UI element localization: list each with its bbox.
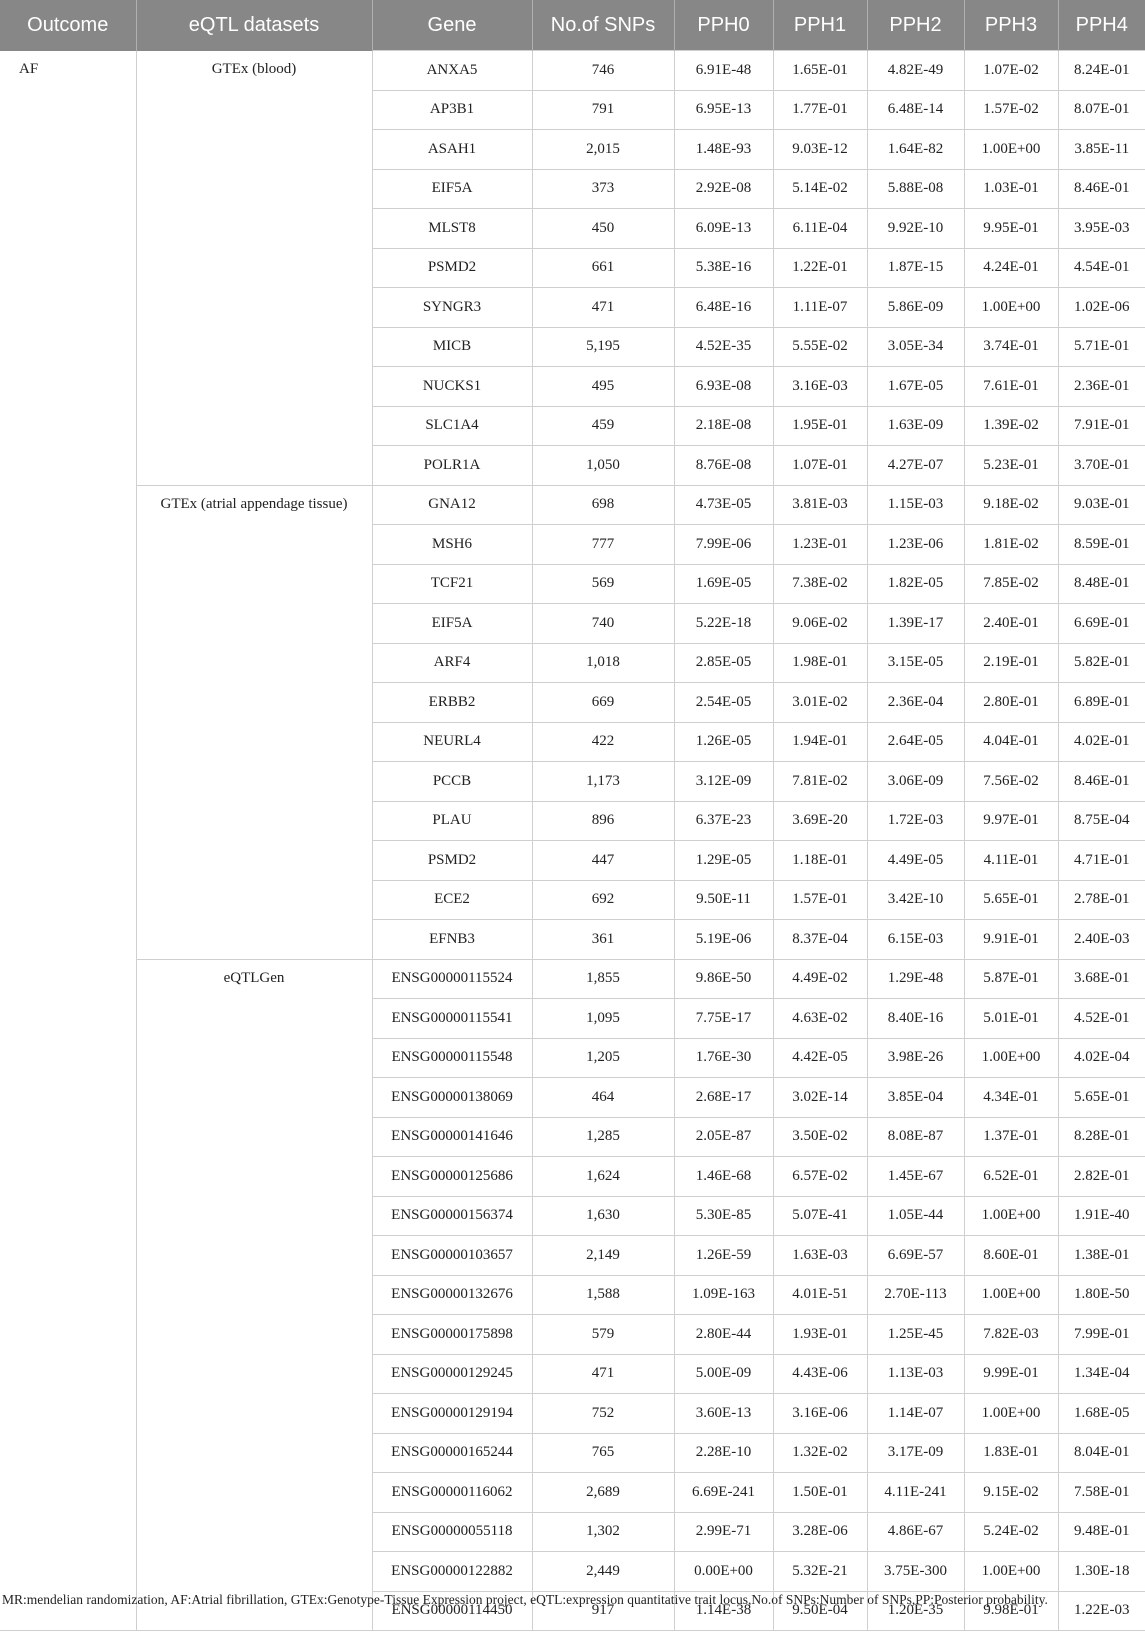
snps-cell: 1,285: [532, 1117, 674, 1157]
pph3-cell: 1.00E+00: [964, 1394, 1058, 1434]
snps-cell: 361: [532, 920, 674, 960]
pph0-cell: 9.50E-11: [674, 880, 773, 920]
snps-cell: 765: [532, 1433, 674, 1473]
pph3-cell: 4.24E-01: [964, 248, 1058, 288]
pph4-cell: 4.02E-01: [1058, 722, 1145, 762]
pph3-cell: 1.00E+00: [964, 1275, 1058, 1315]
pph4-cell: 2.40E-03: [1058, 920, 1145, 960]
gene-cell: NUCKS1: [372, 367, 532, 407]
pph3-cell: 2.80E-01: [964, 683, 1058, 723]
gene-cell: ENSG00000138069: [372, 1078, 532, 1118]
pph3-cell: 9.91E-01: [964, 920, 1058, 960]
header-no-of-snps: No.of SNPs: [532, 0, 674, 51]
snps-cell: 1,630: [532, 1196, 674, 1236]
pph4-cell: 2.78E-01: [1058, 880, 1145, 920]
pph2-cell: 1.67E-05: [867, 367, 964, 407]
pph4-cell: 4.52E-01: [1058, 999, 1145, 1039]
header-pph3: PPH3: [964, 0, 1058, 51]
pph0-cell: 1.26E-05: [674, 722, 773, 762]
pph0-cell: 1.29E-05: [674, 841, 773, 881]
pph2-cell: 1.39E-17: [867, 604, 964, 644]
gene-cell: ENSG00000165244: [372, 1433, 532, 1473]
snps-cell: 1,624: [532, 1157, 674, 1197]
snps-cell: 447: [532, 841, 674, 881]
pph4-cell: 8.46E-01: [1058, 169, 1145, 209]
pph3-cell: 1.00E+00: [964, 130, 1058, 170]
pph2-cell: 1.29E-48: [867, 959, 964, 999]
pph2-cell: 5.86E-09: [867, 288, 964, 328]
pph3-cell: 7.85E-02: [964, 564, 1058, 604]
pph4-cell: 1.34E-04: [1058, 1354, 1145, 1394]
pph0-cell: 3.60E-13: [674, 1394, 773, 1434]
pph4-cell: 2.82E-01: [1058, 1157, 1145, 1197]
pph2-cell: 3.42E-10: [867, 880, 964, 920]
pph1-cell: 5.32E-21: [773, 1552, 867, 1592]
gene-cell: POLR1A: [372, 446, 532, 486]
pph2-cell: 1.45E-67: [867, 1157, 964, 1197]
pph1-cell: 3.16E-03: [773, 367, 867, 407]
pph2-cell: 1.82E-05: [867, 564, 964, 604]
snps-cell: 1,050: [532, 446, 674, 486]
pph4-cell: 7.99E-01: [1058, 1315, 1145, 1355]
pph0-cell: 6.09E-13: [674, 209, 773, 249]
snps-cell: 1,018: [532, 643, 674, 683]
gene-cell: MICB: [372, 327, 532, 367]
pph3-cell: 4.04E-01: [964, 722, 1058, 762]
gene-cell: ENSG00000103657: [372, 1236, 532, 1276]
pph1-cell: 9.06E-02: [773, 604, 867, 644]
snps-cell: 373: [532, 169, 674, 209]
snps-cell: 777: [532, 525, 674, 565]
pph4-cell: 3.85E-11: [1058, 130, 1145, 170]
pph0-cell: 1.69E-05: [674, 564, 773, 604]
snps-cell: 698: [532, 485, 674, 525]
gene-cell: MSH6: [372, 525, 532, 565]
gene-cell: ENSG00000114450: [372, 1591, 532, 1631]
gene-cell: ARF4: [372, 643, 532, 683]
pph2-cell: 3.05E-34: [867, 327, 964, 367]
dataset-cell: GTEx (blood): [136, 51, 372, 486]
pph1-cell: 1.22E-01: [773, 248, 867, 288]
pph2-cell: 1.14E-07: [867, 1394, 964, 1434]
pph2-cell: 1.13E-03: [867, 1354, 964, 1394]
pph4-cell: 5.65E-01: [1058, 1078, 1145, 1118]
pph1-cell: 8.37E-04: [773, 920, 867, 960]
pph3-cell: 5.01E-01: [964, 999, 1058, 1039]
pph4-cell: 1.91E-40: [1058, 1196, 1145, 1236]
pph1-cell: 1.18E-01: [773, 841, 867, 881]
snps-cell: 1,095: [532, 999, 674, 1039]
pph4-cell: 5.82E-01: [1058, 643, 1145, 683]
pph1-cell: 1.65E-01: [773, 51, 867, 91]
pph0-cell: 1.26E-59: [674, 1236, 773, 1276]
snps-cell: 1,173: [532, 762, 674, 802]
pph0-cell: 6.91E-48: [674, 51, 773, 91]
pph1-cell: 1.98E-01: [773, 643, 867, 683]
snps-cell: 579: [532, 1315, 674, 1355]
pph1-cell: 1.32E-02: [773, 1433, 867, 1473]
pph2-cell: 3.85E-04: [867, 1078, 964, 1118]
pph0-cell: 4.73E-05: [674, 485, 773, 525]
snps-cell: 1,205: [532, 1038, 674, 1078]
gene-cell: EIF5A: [372, 604, 532, 644]
pph4-cell: 2.36E-01: [1058, 367, 1145, 407]
snps-cell: 2,689: [532, 1473, 674, 1513]
pph0-cell: 2.80E-44: [674, 1315, 773, 1355]
pph0-cell: 1.09E-163: [674, 1275, 773, 1315]
pph3-cell: 8.60E-01: [964, 1236, 1058, 1276]
table-footnote: MR:mendelian randomization, AF:Atrial fibrillation, GTEx:Genotype-Tissue Expression project, eQTL:expression quantitative trait locus,No.of SNPs:Number of SNPs,PP:Posterior probability.: [2, 1592, 1048, 1607]
gene-cell: PSMD2: [372, 248, 532, 288]
pph4-cell: 8.24E-01: [1058, 51, 1145, 91]
snps-cell: 669: [532, 683, 674, 723]
pph0-cell: 9.86E-50: [674, 959, 773, 999]
pph0-cell: 5.30E-85: [674, 1196, 773, 1236]
snps-cell: 464: [532, 1078, 674, 1118]
pph4-cell: 4.54E-01: [1058, 248, 1145, 288]
pph4-cell: 1.38E-01: [1058, 1236, 1145, 1276]
pph1-cell: 3.16E-06: [773, 1394, 867, 1434]
snps-cell: 5,195: [532, 327, 674, 367]
table-row: [0, 959, 1145, 999]
pph4-cell: 8.46E-01: [1058, 762, 1145, 802]
snps-cell: 569: [532, 564, 674, 604]
pph0-cell: 4.52E-35: [674, 327, 773, 367]
pph0-cell: 0.00E+00: [674, 1552, 773, 1592]
gene-cell: ENSG00000175898: [372, 1315, 532, 1355]
pph2-cell: 4.49E-05: [867, 841, 964, 881]
gene-cell: ENSG00000141646: [372, 1117, 532, 1157]
snps-cell: 2,015: [532, 130, 674, 170]
pph3-cell: 1.00E+00: [964, 288, 1058, 328]
pph2-cell: 3.15E-05: [867, 643, 964, 683]
pph4-cell: 1.80E-50: [1058, 1275, 1145, 1315]
pph3-cell: 7.61E-01: [964, 367, 1058, 407]
pph3-cell: 2.19E-01: [964, 643, 1058, 683]
pph3-cell: 1.00E+00: [964, 1552, 1058, 1592]
pph2-cell: 4.11E-241: [867, 1473, 964, 1513]
pph1-cell: 9.03E-12: [773, 130, 867, 170]
pph1-cell: 5.07E-41: [773, 1196, 867, 1236]
pph3-cell: 7.56E-02: [964, 762, 1058, 802]
pph0-cell: 6.37E-23: [674, 801, 773, 841]
pph3-cell: 1.03E-01: [964, 169, 1058, 209]
pph2-cell: 3.98E-26: [867, 1038, 964, 1078]
pph3-cell: 1.81E-02: [964, 525, 1058, 565]
pph2-cell: 1.05E-44: [867, 1196, 964, 1236]
pph0-cell: 7.75E-17: [674, 999, 773, 1039]
pph2-cell: 3.17E-09: [867, 1433, 964, 1473]
pph1-cell: 7.38E-02: [773, 564, 867, 604]
outcome-cell: AF: [0, 51, 136, 1631]
pph4-cell: 9.48E-01: [1058, 1512, 1145, 1552]
pph1-cell: 1.95E-01: [773, 406, 867, 446]
pph0-cell: 8.76E-08: [674, 446, 773, 486]
header-eqtl-datasets: eQTL datasets: [136, 0, 372, 51]
snps-cell: 471: [532, 288, 674, 328]
gene-cell: PCCB: [372, 762, 532, 802]
pph4-cell: 1.68E-05: [1058, 1394, 1145, 1434]
snps-cell: 917: [532, 1591, 674, 1631]
pph0-cell: 1.14E-38: [674, 1591, 773, 1631]
gene-cell: ECE2: [372, 880, 532, 920]
pph3-cell: 1.37E-01: [964, 1117, 1058, 1157]
pph1-cell: 1.07E-01: [773, 446, 867, 486]
pph0-cell: 1.46E-68: [674, 1157, 773, 1197]
pph4-cell: 8.59E-01: [1058, 525, 1145, 565]
pph2-cell: 6.48E-14: [867, 90, 964, 130]
pph4-cell: 4.02E-04: [1058, 1038, 1145, 1078]
gene-cell: EFNB3: [372, 920, 532, 960]
snps-cell: 2,149: [532, 1236, 674, 1276]
snps-cell: 422: [532, 722, 674, 762]
pph3-cell: 1.83E-01: [964, 1433, 1058, 1473]
pph1-cell: 5.14E-02: [773, 169, 867, 209]
gene-cell: ENSG00000129245: [372, 1354, 532, 1394]
gene-cell: GNA12: [372, 485, 532, 525]
gene-cell: ANXA5: [372, 51, 532, 91]
pph1-cell: 6.11E-04: [773, 209, 867, 249]
snps-cell: 752: [532, 1394, 674, 1434]
pph4-cell: 3.70E-01: [1058, 446, 1145, 486]
pph1-cell: 1.50E-01: [773, 1473, 867, 1513]
pph3-cell: 9.97E-01: [964, 801, 1058, 841]
gene-cell: ENSG00000129194: [372, 1394, 532, 1434]
table-row: [0, 485, 1145, 525]
pph1-cell: 5.55E-02: [773, 327, 867, 367]
pph3-cell: 1.00E+00: [964, 1038, 1058, 1078]
pph2-cell: 3.75E-300: [867, 1552, 964, 1592]
dataset-cell: GTEx (atrial appendage tissue): [136, 485, 372, 959]
pph4-cell: 8.48E-01: [1058, 564, 1145, 604]
pph1-cell: 1.94E-01: [773, 722, 867, 762]
gene-cell: EIF5A: [372, 169, 532, 209]
gene-cell: ENSG00000156374: [372, 1196, 532, 1236]
pph0-cell: 6.93E-08: [674, 367, 773, 407]
gene-cell: AP3B1: [372, 90, 532, 130]
table-body: [0, 51, 1145, 1631]
pph1-cell: 6.57E-02: [773, 1157, 867, 1197]
pph3-cell: 2.40E-01: [964, 604, 1058, 644]
pph2-cell: 1.15E-03: [867, 485, 964, 525]
gene-cell: TCF21: [372, 564, 532, 604]
pph1-cell: 4.01E-51: [773, 1275, 867, 1315]
snps-cell: 459: [532, 406, 674, 446]
pph4-cell: 3.95E-03: [1058, 209, 1145, 249]
pph1-cell: 3.81E-03: [773, 485, 867, 525]
snps-cell: 1,588: [532, 1275, 674, 1315]
pph1-cell: 4.49E-02: [773, 959, 867, 999]
pph2-cell: 6.69E-57: [867, 1236, 964, 1276]
pph1-cell: 9.50E-04: [773, 1591, 867, 1631]
pph4-cell: 4.71E-01: [1058, 841, 1145, 881]
pph1-cell: 4.63E-02: [773, 999, 867, 1039]
snps-cell: 791: [532, 90, 674, 130]
pph4-cell: 8.07E-01: [1058, 90, 1145, 130]
gene-cell: SLC1A4: [372, 406, 532, 446]
pph3-cell: 1.07E-02: [964, 51, 1058, 91]
pph2-cell: 1.72E-03: [867, 801, 964, 841]
gene-cell: ENSG00000122882: [372, 1552, 532, 1592]
pph1-cell: 3.28E-06: [773, 1512, 867, 1552]
pph1-cell: 3.01E-02: [773, 683, 867, 723]
pph3-cell: 9.15E-02: [964, 1473, 1058, 1513]
pph1-cell: 7.81E-02: [773, 762, 867, 802]
snps-cell: 1,855: [532, 959, 674, 999]
pph0-cell: 6.48E-16: [674, 288, 773, 328]
pph1-cell: 1.23E-01: [773, 525, 867, 565]
pph2-cell: 1.87E-15: [867, 248, 964, 288]
pph2-cell: 9.92E-10: [867, 209, 964, 249]
dataset-cell: eQTLGen: [136, 959, 372, 1631]
snps-cell: 1,302: [532, 1512, 674, 1552]
pph2-cell: 3.06E-09: [867, 762, 964, 802]
gene-cell: PSMD2: [372, 841, 532, 881]
pph2-cell: 2.64E-05: [867, 722, 964, 762]
pph2-cell: 1.20E-35: [867, 1591, 964, 1631]
pph2-cell: 4.82E-49: [867, 51, 964, 91]
pph3-cell: 4.34E-01: [964, 1078, 1058, 1118]
pph3-cell: 5.24E-02: [964, 1512, 1058, 1552]
pph2-cell: 8.08E-87: [867, 1117, 964, 1157]
pph2-cell: 8.40E-16: [867, 999, 964, 1039]
pph1-cell: 1.77E-01: [773, 90, 867, 130]
pph0-cell: 2.54E-05: [674, 683, 773, 723]
pph0-cell: 6.69E-241: [674, 1473, 773, 1513]
gene-cell: ENSG00000115541: [372, 999, 532, 1039]
pph0-cell: 2.85E-05: [674, 643, 773, 683]
pph4-cell: 7.91E-01: [1058, 406, 1145, 446]
pph3-cell: 5.65E-01: [964, 880, 1058, 920]
header-gene: Gene: [372, 0, 532, 51]
pph0-cell: 2.99E-71: [674, 1512, 773, 1552]
pph1-cell: 3.50E-02: [773, 1117, 867, 1157]
header-outcome: Outcome: [0, 0, 136, 51]
pph2-cell: 2.70E-113: [867, 1275, 964, 1315]
snps-cell: 471: [532, 1354, 674, 1394]
pph4-cell: 8.04E-01: [1058, 1433, 1145, 1473]
pph2-cell: 4.27E-07: [867, 446, 964, 486]
snps-cell: 450: [532, 209, 674, 249]
gene-cell: SYNGR3: [372, 288, 532, 328]
pph1-cell: 1.57E-01: [773, 880, 867, 920]
pph1-cell: 1.93E-01: [773, 1315, 867, 1355]
pph1-cell: 1.63E-03: [773, 1236, 867, 1276]
gene-cell: ENSG00000132676: [372, 1275, 532, 1315]
pph0-cell: 1.48E-93: [674, 130, 773, 170]
pph0-cell: 7.99E-06: [674, 525, 773, 565]
snps-cell: 896: [532, 801, 674, 841]
pph3-cell: 1.39E-02: [964, 406, 1058, 446]
pph2-cell: 2.36E-04: [867, 683, 964, 723]
pph0-cell: 1.76E-30: [674, 1038, 773, 1078]
pph0-cell: 5.00E-09: [674, 1354, 773, 1394]
header-row: [0, 0, 1145, 51]
header-pph0: PPH0: [674, 0, 773, 51]
pph4-cell: 5.71E-01: [1058, 327, 1145, 367]
pph0-cell: 5.22E-18: [674, 604, 773, 644]
pph3-cell: 6.52E-01: [964, 1157, 1058, 1197]
pph0-cell: 6.95E-13: [674, 90, 773, 130]
pph4-cell: 8.75E-04: [1058, 801, 1145, 841]
pph2-cell: 1.23E-06: [867, 525, 964, 565]
pph4-cell: 6.89E-01: [1058, 683, 1145, 723]
gene-cell: ENSG00000115548: [372, 1038, 532, 1078]
pph1-cell: 3.02E-14: [773, 1078, 867, 1118]
gene-cell: ASAH1: [372, 130, 532, 170]
snps-cell: 661: [532, 248, 674, 288]
pph3-cell: 7.82E-03: [964, 1315, 1058, 1355]
pph3-cell: 9.99E-01: [964, 1354, 1058, 1394]
pph1-cell: 4.43E-06: [773, 1354, 867, 1394]
pph0-cell: 2.05E-87: [674, 1117, 773, 1157]
table-row: [0, 51, 1145, 91]
snps-cell: 2,449: [532, 1552, 674, 1592]
gene-cell: MLST8: [372, 209, 532, 249]
pph3-cell: 3.74E-01: [964, 327, 1058, 367]
pph0-cell: 2.28E-10: [674, 1433, 773, 1473]
snps-cell: 692: [532, 880, 674, 920]
pph0-cell: 3.12E-09: [674, 762, 773, 802]
pph1-cell: 4.42E-05: [773, 1038, 867, 1078]
pph2-cell: 1.63E-09: [867, 406, 964, 446]
pph0-cell: 5.19E-06: [674, 920, 773, 960]
pph0-cell: 2.68E-17: [674, 1078, 773, 1118]
pph2-cell: 1.25E-45: [867, 1315, 964, 1355]
pph0-cell: 2.18E-08: [674, 406, 773, 446]
pph4-cell: 3.68E-01: [1058, 959, 1145, 999]
pph3-cell: 1.57E-02: [964, 90, 1058, 130]
pph2-cell: 5.88E-08: [867, 169, 964, 209]
pph3-cell: 5.23E-01: [964, 446, 1058, 486]
pph2-cell: 1.64E-82: [867, 130, 964, 170]
pph3-cell: 9.95E-01: [964, 209, 1058, 249]
pph3-cell: 9.98E-01: [964, 1591, 1058, 1631]
pph4-cell: 9.03E-01: [1058, 485, 1145, 525]
pph0-cell: 5.38E-16: [674, 248, 773, 288]
pph2-cell: 6.15E-03: [867, 920, 964, 960]
gene-cell: PLAU: [372, 801, 532, 841]
gene-cell: ENSG00000055118: [372, 1512, 532, 1552]
gene-cell: ENSG00000115524: [372, 959, 532, 999]
pph3-cell: 1.00E+00: [964, 1196, 1058, 1236]
snps-cell: 740: [532, 604, 674, 644]
snps-cell: 495: [532, 367, 674, 407]
pph3-cell: 4.11E-01: [964, 841, 1058, 881]
pph3-cell: 5.87E-01: [964, 959, 1058, 999]
pph1-cell: 3.69E-20: [773, 801, 867, 841]
gene-cell: ENSG00000125686: [372, 1157, 532, 1197]
snps-cell: 746: [532, 51, 674, 91]
pph1-cell: 1.11E-07: [773, 288, 867, 328]
gene-cell: ERBB2: [372, 683, 532, 723]
pph4-cell: 7.58E-01: [1058, 1473, 1145, 1513]
pph4-cell: 1.02E-06: [1058, 288, 1145, 328]
pph4-cell: 8.28E-01: [1058, 1117, 1145, 1157]
pph4-cell: 1.30E-18: [1058, 1552, 1145, 1592]
gene-cell: NEURL4: [372, 722, 532, 762]
pph0-cell: 2.92E-08: [674, 169, 773, 209]
header-pph2: PPH2: [867, 0, 964, 51]
header-pph1: PPH1: [773, 0, 867, 51]
pph4-cell: 1.22E-03: [1058, 1591, 1145, 1631]
pph4-cell: 6.69E-01: [1058, 604, 1145, 644]
gene-cell: ENSG00000116062: [372, 1473, 532, 1513]
header-pph4: PPH4: [1058, 0, 1145, 51]
pph2-cell: 4.86E-67: [867, 1512, 964, 1552]
pph3-cell: 9.18E-02: [964, 485, 1058, 525]
